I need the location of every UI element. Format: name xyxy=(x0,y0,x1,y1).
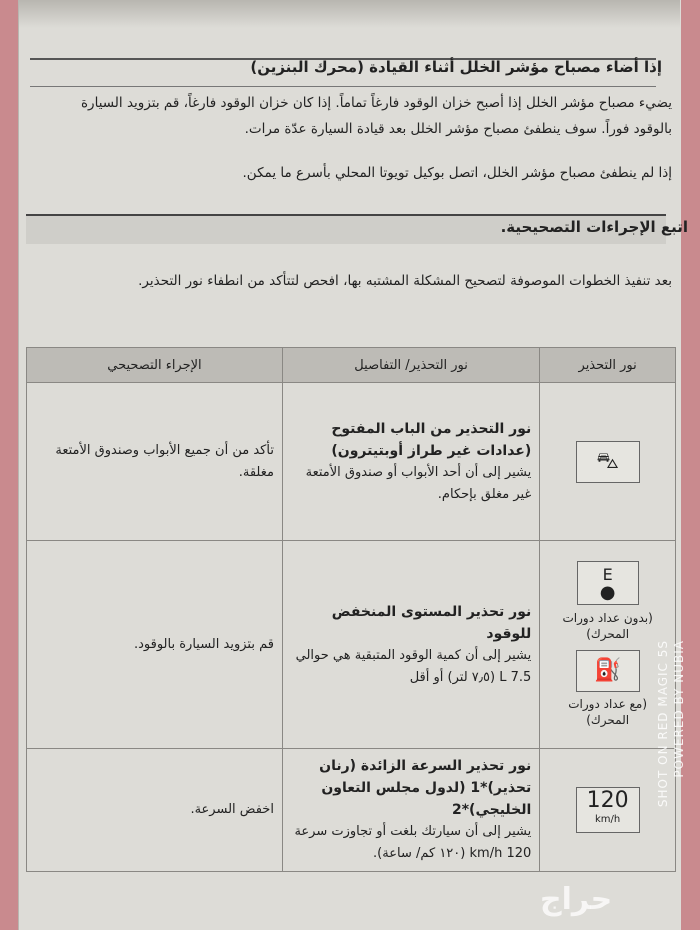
table-row xyxy=(27,383,676,541)
header-action: الإجراء التصحيحي xyxy=(27,348,283,383)
haraj-logo: حراج xyxy=(540,882,613,917)
door-open-icon: ⛍ xyxy=(576,441,640,483)
row1-details-cell xyxy=(282,383,539,541)
section2-paragraph: بعد تنفيذ الخطوات الموصوفة لتصحيح المشكلة المشتبه بها، افحص لتتأكد من انطفاء نور التحذير. xyxy=(138,273,672,289)
row2-action-cell: قم بتزويد السيارة بالوقود. xyxy=(27,541,283,749)
fuel-e-letter: E xyxy=(602,565,613,584)
section1-paragraph2: إذا لم ينطفئ مصباح مؤشر الخلل، اتصل بوكيل تويوتا المحلي بأسرع ما يمكن. xyxy=(242,165,672,181)
section1-paragraph1: يضيء مصباح مؤشر الخلل إذا أصبح خزان الوقود فارغاً تماماً. إذا كان خزان الوقود فارغاً، قم بتزويد السيارة بالوقود فوراً. سوف ينطفئ مصباح مؤشر الخلل بعد قيادة السيارة عدّة مرات. xyxy=(80,95,672,137)
fuel-dot-icon: ● xyxy=(599,582,616,603)
table-row xyxy=(27,541,676,749)
row3-title: نور تحذير السرعة الزائدة (رنان تحذير)*1 (لدول مجلس التعاون الخليجي)*2 xyxy=(319,758,532,818)
camera-watermark-line1: SHOT ON RED MAGIC 5S xyxy=(656,640,670,808)
table-header-row xyxy=(27,348,676,383)
camera-watermark-line2: POWERED BY NUBIA xyxy=(672,640,686,778)
row2-details-cell xyxy=(282,541,539,749)
section2-title: اتبع الإجراءات التصحيحية. xyxy=(500,218,688,236)
row2-title: نور تحذير المستوى المنخفض للوقود xyxy=(331,603,532,642)
row2-label2: (مع عداد دورات المحرك) xyxy=(568,697,648,727)
table-row xyxy=(27,749,676,872)
row1-indicator-cell xyxy=(540,383,676,541)
speed-warning-icon xyxy=(576,787,640,833)
header-details: نور التحذير/ التفاصيل xyxy=(282,348,539,383)
row2-label1: (بدون عداد دورات المحرك) xyxy=(562,611,653,641)
row1-desc: يشير إلى أن أحد الأبواب أو صندوق الأمتعة غير مغلق بإحكام. xyxy=(305,464,532,502)
row1-action-cell: تأكد من أن جميع الأبواب وصندوق الأمتعة مغلقة. xyxy=(27,383,283,541)
warning-lights-table xyxy=(26,347,676,872)
row3-desc: يشير إلى أن سيارتك بلغت أو تجاوزت سرعة 120 km/h (١٢٠ كم/ ساعة). xyxy=(294,824,532,861)
section1-heading: إذا أضاء مصباح مؤشر الخلل أثناء القيادة (محرك البنزين) xyxy=(250,58,662,76)
speed-unit: km/h xyxy=(595,814,621,825)
fuel-e-indicator-icon xyxy=(577,561,639,605)
header-indicator: نور التحذير xyxy=(540,348,676,383)
row2-desc: يشير إلى أن كمية الوقود المتبقية هي حوالي 7.5 L (٧٫٥ لتر) أو أقل xyxy=(295,647,532,685)
row3-details-cell xyxy=(282,749,539,872)
fuel-pump-icon: ⛽ xyxy=(576,650,640,692)
row1-title: نور التحذير من الباب المفتوح (عدادات غير طراز أوبتيترون) xyxy=(331,420,532,459)
page-shadow xyxy=(18,0,680,28)
row3-action-cell: اخفض السرعة. xyxy=(27,749,283,872)
speed-value: 120 xyxy=(586,788,629,813)
